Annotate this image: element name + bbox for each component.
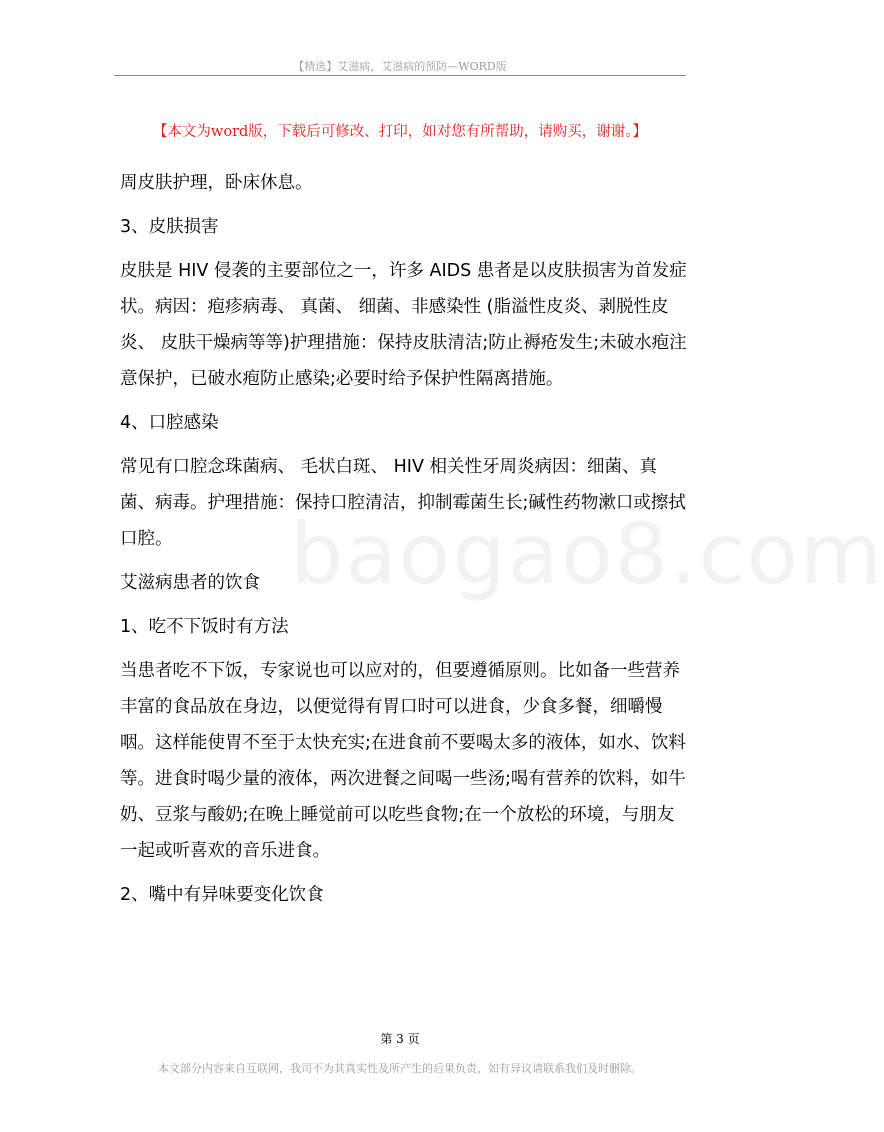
page-footer: 本文部分内容来自互联网，我司不为其真实性及所产生的后果负责，如有异议请联系我们及时删除。	[158, 1062, 642, 1075]
paragraph: 常见有口腔念珠菌病、 毛状白斑、 HIV 相关性牙周炎病因：细菌、真菌、病毒。护理措施：保持口腔清洁，抑制霉菌生长;碱性药物漱口或擦拭口腔。	[120, 457, 686, 549]
paragraph: 皮肤是 HIV 侵袭的主要部位之一，许多 AIDS 患者是以皮肤损害为首发症状。病因：疱疹病毒、 真菌、 细菌、非感染性 (脂溢性皮炎、剥脱性皮炎、 皮肤干燥病等等)护理措施：保持皮肤清洁;防止褥疮发生;未破水疱注意保护，已破水疱防止感染;必要时给予保护性隔离措施。	[120, 261, 687, 389]
section-heading: 3、皮肤损害	[120, 217, 219, 237]
paragraph: 当患者吃不下饭，专家说也可以应对的，但要遵循原则。比如备一些营养丰富的食品放在身边，以便觉得有胃口时可以进食，少食多餐，细嚼慢咽。这样能使胃不至于太快充实;在进食前不要喝太多的液体，如水、饮料等。进食时喝少量的液体，两次进餐之间喝一些汤;喝有营养的饮料，如牛奶、豆浆与酸奶;在晚上睡觉前可以吃些食物;在一个放松的环境，与朋友一起或听喜欢的音乐进食。	[120, 661, 686, 861]
paragraph: 周皮肤护理，卧床休息。	[120, 173, 313, 193]
section-heading: 4、口腔感染	[120, 413, 219, 433]
download-notice: 【本文为word版，下载后可修改、打印，如对您有所帮助，请购买，谢谢。】	[152, 124, 648, 140]
page-header: 【精选】艾滋病，艾滋病的预防—WORD版	[293, 60, 507, 73]
section-heading: 2、嘴中有异味要变化饮食	[120, 885, 324, 905]
section-heading: 1、吃不下饭时有方法	[120, 617, 289, 637]
watermark: baogao8.com	[290, 505, 884, 603]
page-number: 第 3 页	[380, 1032, 420, 1046]
document-body	[120, 165, 690, 921]
header-divider	[114, 75, 686, 76]
section-heading: 艾滋病患者的饮食	[120, 573, 260, 593]
